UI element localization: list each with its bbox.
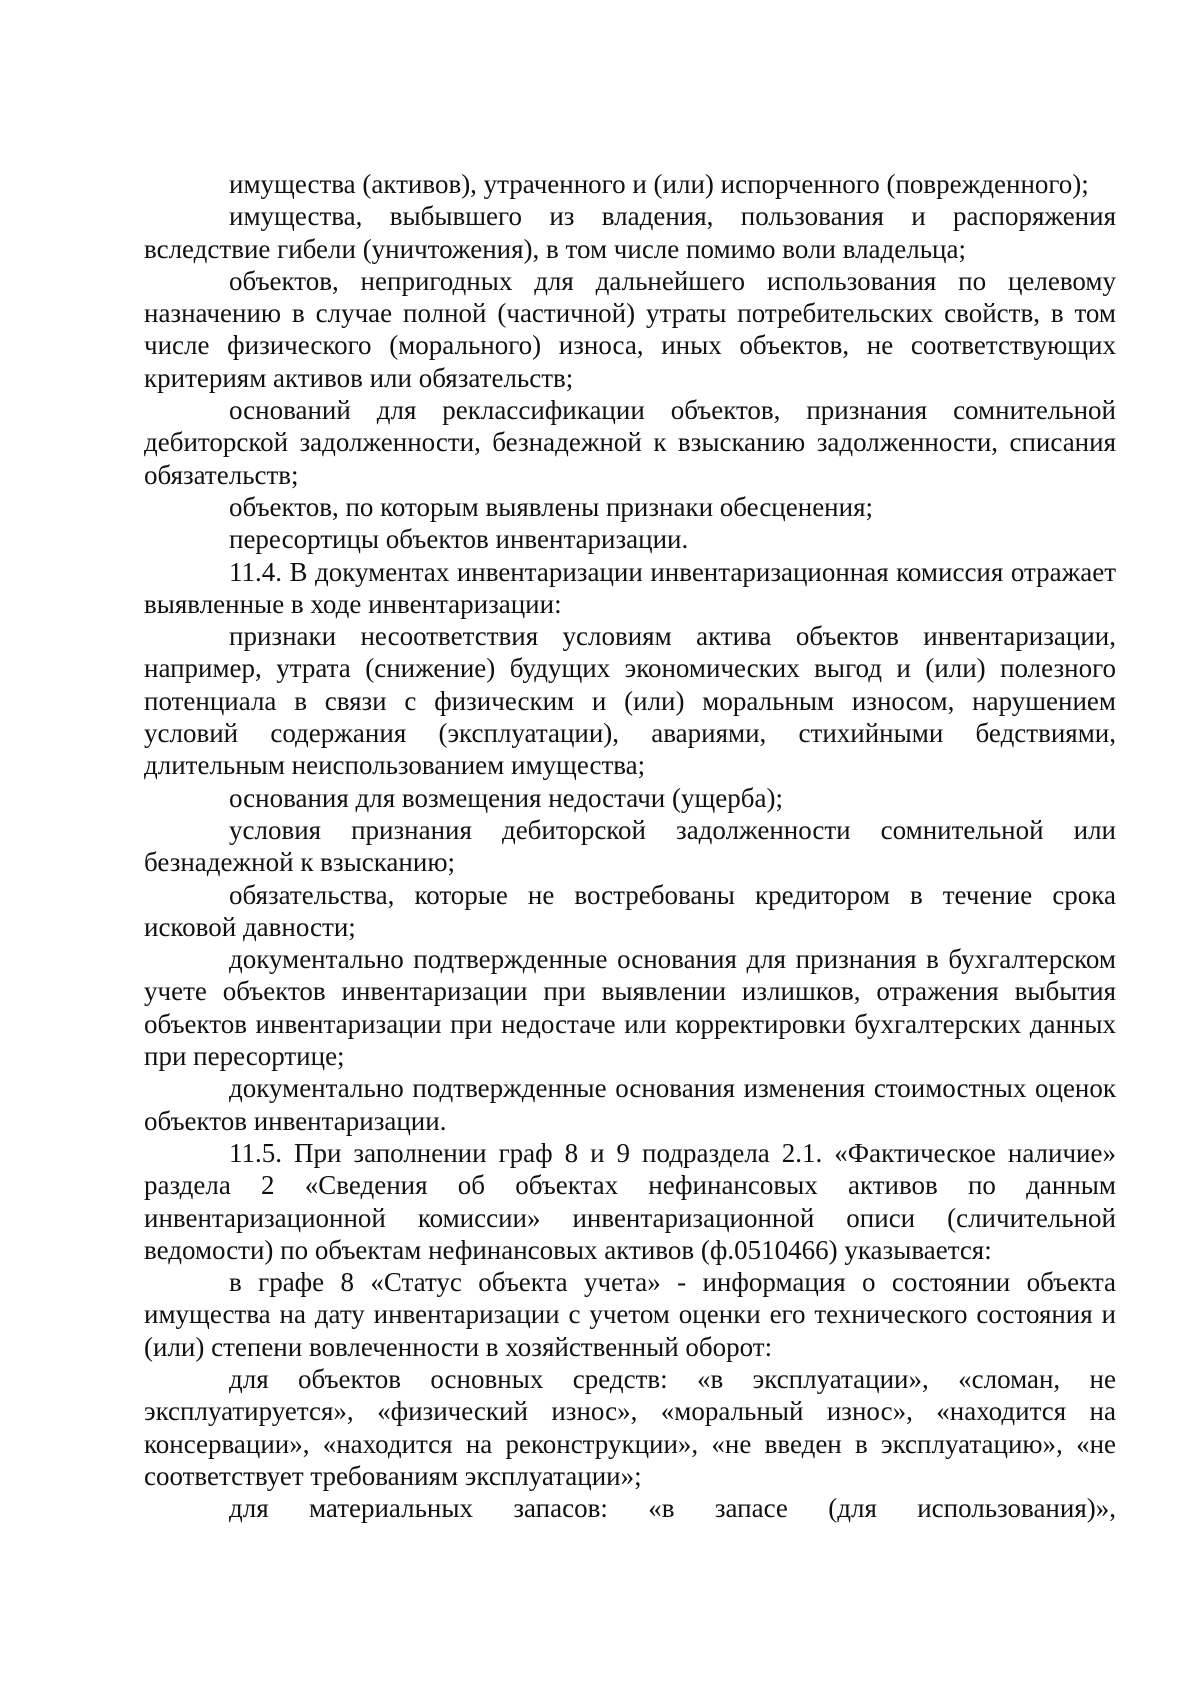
document-page (144, 168, 1116, 1524)
paragraph: условия признания дебиторской задолженности сомнительной или безнадежной к взысканию; (144, 814, 1116, 878)
paragraph: документально подтвержденные основания для признания в бухгалтерском учете объектов инвентаризации при выявлении излишков, отражения выбытия объектов инвентаризации при недостаче или корректировки бухгалтерских данных при пересортице; (144, 944, 1116, 1072)
paragraph: имущества, выбывшего из владения, пользования и распоряжения вследствие гибели (уничтожения), в том числе помимо воли владельца; (144, 201, 1116, 264)
paragraph: 11.5. При заполнении граф 8 и 9 подраздела 2.1. «Фактическое наличие» раздела 2 «Сведения об объектах нефинансовых активов по данным инвентаризационной комиссии» инвентаризационной описи (сличительной ведомости) по объектам нефинансовых активов (ф.0510466) указывается: (144, 1137, 1116, 1265)
paragraph: 11.4. В документах инвентаризации инвентаризационная комиссия отражает выявленные в ходе инвентаризации: (144, 556, 1116, 619)
paragraph: для объектов основных средств: «в эксплуатации», «сломан, не эксплуатируется», «физический износ», «моральный износ», «находится на консервации», «находится на реконструкции», «не введен в эксплуатацию», «не соответствует требованиям эксплуатации»; (144, 1363, 1116, 1491)
paragraph: обязательства, которые не востребованы кредитором в течение срока исковой давности; (144, 879, 1116, 942)
paragraph: имущества (активов), утраченного и (или) испорченного (поврежденного); (229, 169, 1089, 199)
paragraph: документально подтвержденные основания изменения стоимостных оценок объектов инвентаризации. (144, 1073, 1116, 1136)
paragraph: объектов, непригодных для дальнейшего использования по целевому назначению в случае полной (частичной) утраты потребительских свойств, в том числе физического (морального) износа, иных объектов, не соответствующих критериям активов или обязательств; (144, 265, 1116, 393)
paragraph: пересортицы объектов инвентаризации. (229, 524, 689, 555)
paragraph: для материальных запасов: «в запасе (для использования)», (229, 1493, 1116, 1524)
paragraph: объектов, по которым выявлены признаки обесценения; (229, 491, 873, 522)
paragraph: признаки несоответствия условиям актива объектов инвентаризации, например, утрата (снижение) будущих экономических выгод и (или) полезного потенциала в связи с физическим и (или) моральным износом, нарушением условий содержания (эксплуатации), авариями, стихийными бедствиями, длительным неиспользованием имущества; (144, 621, 1116, 781)
paragraph: оснований для реклассификации объектов, признания сомнительной дебиторской задолженности, безнадежной к взысканию задолженности, списания обязательств; (144, 395, 1116, 490)
paragraph: в графе 8 «Статус объекта учета» - информация о состоянии объекта имущества на дату инвентаризации с учетом оценки его технического состояния и (или) степени вовлеченности в хозяйственный оборот: (144, 1267, 1116, 1362)
paragraph: основания для возмещения недостачи (ущерба); (229, 782, 783, 813)
